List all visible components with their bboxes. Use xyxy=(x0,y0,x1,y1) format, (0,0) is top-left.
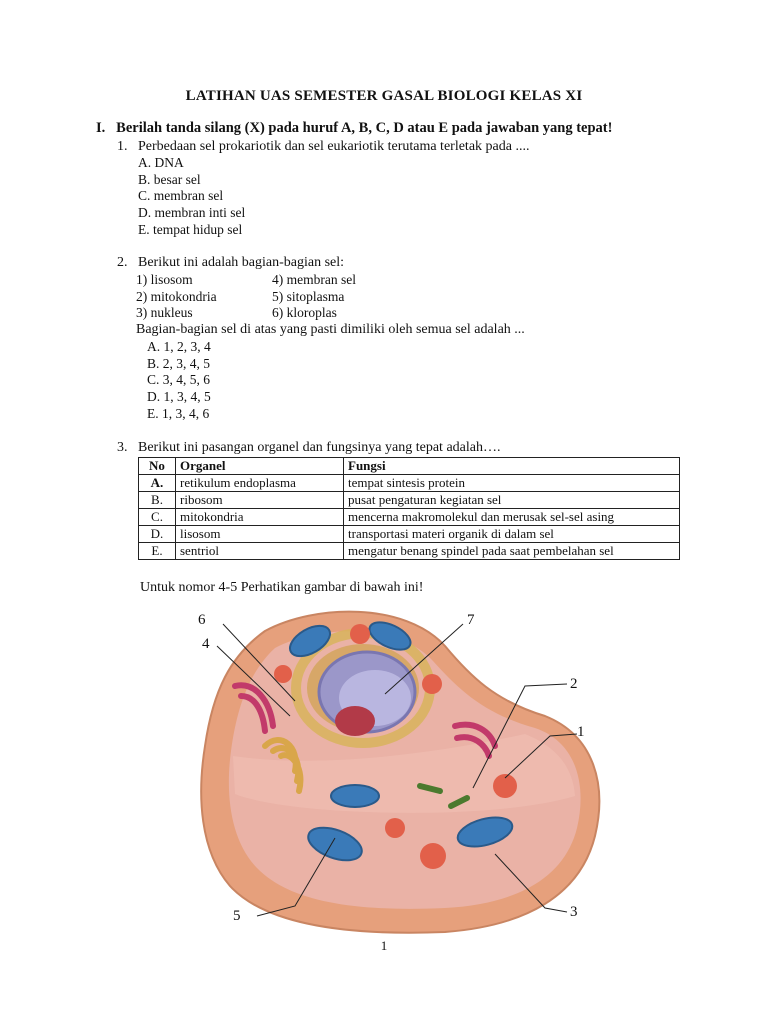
question-3-text: Berikut ini pasangan organel dan fungsinya yang tepat adalah…. xyxy=(138,440,501,455)
header-no: No xyxy=(139,458,176,475)
section-instruction: Berilah tanda silang (X) pada huruf A, B, C, D atau E pada jawaban yang tepat! xyxy=(116,120,613,136)
option-item: A. DNA xyxy=(138,155,184,170)
row-organel: sentriol xyxy=(176,543,344,560)
lysosome xyxy=(274,665,292,683)
lysosome xyxy=(350,624,370,644)
question-2-prompt: Bagian-bagian sel di atas yang pasti dimiliki oleh semua sel adalah ... xyxy=(136,322,525,337)
section-number: I. xyxy=(96,120,106,136)
option-item: C. 3, 4, 5, 6 xyxy=(147,372,211,388)
figure-label-5: 5 xyxy=(233,908,241,924)
row-no: E. xyxy=(139,543,176,560)
animal-cell-diagram xyxy=(195,606,605,936)
cell-parts-list xyxy=(136,272,356,322)
row-fungsi: mencerna makromolekul dan merusak sel-sel asing xyxy=(344,509,680,526)
lysosome xyxy=(420,843,446,869)
page-title: LATIHAN UAS SEMESTER GASAL BIOLOGI KELAS XI xyxy=(185,88,583,104)
table-row xyxy=(139,526,680,543)
organelle-table xyxy=(138,457,680,560)
question-3-number: 3. xyxy=(117,440,128,455)
figure-intro: Untuk nomor 4-5 Perhatikan gambar di bawah ini! xyxy=(140,580,424,595)
option-item: B. besar sel xyxy=(138,171,201,187)
row-no: A. xyxy=(139,475,176,492)
option-item: E. tempat hidup sel xyxy=(138,221,243,237)
part-item: 1) lisosom xyxy=(136,272,193,287)
question-2-number: 2. xyxy=(117,255,128,270)
figure-label-2: 2 xyxy=(570,676,578,692)
option-item: C. membran sel xyxy=(138,188,224,204)
question-2-text: Berikut ini adalah bagian-bagian sel: xyxy=(138,255,345,270)
lysosome xyxy=(385,818,405,838)
row-organel: mitokondria xyxy=(176,509,344,526)
part-item: 5) sitoplasma xyxy=(272,288,345,304)
question-1-options xyxy=(138,155,245,238)
part-item: 3) nukleus xyxy=(136,305,193,321)
option-item: E. 1, 3, 4, 6 xyxy=(147,405,210,421)
figure-label-7: 7 xyxy=(467,612,475,628)
row-fungsi: pusat pengaturan kegiatan sel xyxy=(344,492,680,509)
mitochondrion xyxy=(331,785,379,807)
parts-row xyxy=(136,288,345,306)
row-no: D. xyxy=(139,526,176,543)
table-header-row xyxy=(139,458,680,475)
figure-label-1: 1 xyxy=(577,724,585,740)
row-no: B. xyxy=(139,492,176,509)
question-1-text: Perbedaan sel prokariotik dan sel eukariotik terutama terletak pada .... xyxy=(138,139,530,154)
section-heading xyxy=(96,120,612,137)
parts-row xyxy=(136,272,356,289)
option-item: B. 2, 3, 4, 5 xyxy=(147,355,211,371)
row-organel: ribosom xyxy=(176,492,344,509)
part-item: 4) membran sel xyxy=(272,272,356,287)
row-fungsi: mengatur benang spindel pada saat pembelahan sel xyxy=(344,543,680,560)
row-no: C. xyxy=(139,509,176,526)
nucleolus xyxy=(335,706,375,736)
row-fungsi: tempat sintesis protein xyxy=(344,475,680,492)
option-item: D. 1, 3, 4, 5 xyxy=(147,389,211,405)
question-1-number: 1. xyxy=(117,139,128,154)
table-row xyxy=(139,492,680,509)
parts-row xyxy=(136,305,337,322)
option-item: D. membran inti sel xyxy=(138,205,246,221)
table-row xyxy=(139,509,680,526)
lysosome xyxy=(422,674,442,694)
row-fungsi: transportasi materi organik di dalam sel xyxy=(344,526,680,543)
page-number: 1 xyxy=(380,938,388,953)
figure-label-4: 4 xyxy=(202,636,210,652)
table-row xyxy=(139,475,680,492)
question-2-options xyxy=(147,339,211,422)
figure-label-6: 6 xyxy=(198,612,206,628)
row-organel: retikulum endoplasma xyxy=(176,475,344,492)
option-item: A. 1, 2, 3, 4 xyxy=(147,339,211,354)
figure-label-3: 3 xyxy=(570,904,578,920)
table-row xyxy=(139,543,680,560)
row-organel: lisosom xyxy=(176,526,344,543)
part-item: 2) mitokondria xyxy=(136,288,217,304)
part-item: 6) kloroplas xyxy=(272,305,337,321)
header-organel: Organel xyxy=(176,458,344,475)
header-fungsi: Fungsi xyxy=(344,458,680,475)
